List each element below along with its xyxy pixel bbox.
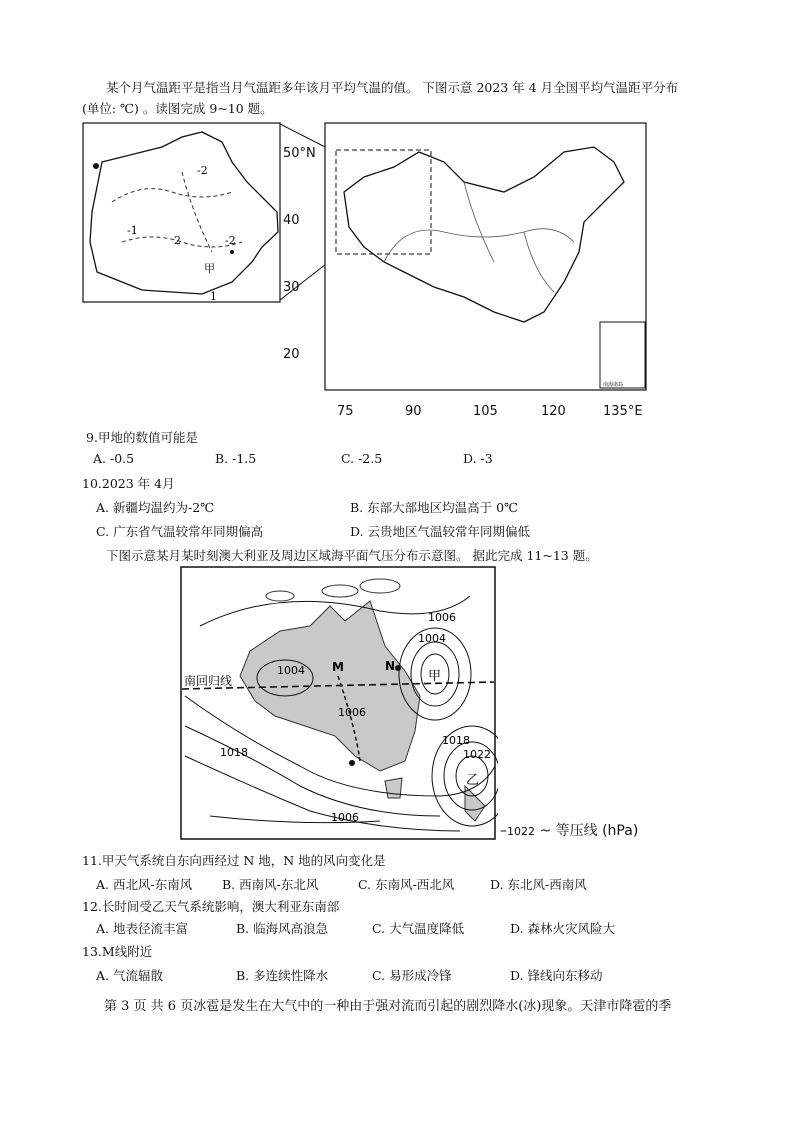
q9-option-a: A. -0.5 bbox=[93, 451, 135, 466]
question-12-stem: 12.长时间受乙天气系统影响，澳大利亚东南部 bbox=[82, 899, 340, 914]
q11-option-a: A. 西北风-东南风 bbox=[96, 877, 193, 892]
q11-option-d: D. 东北风-西南风 bbox=[490, 877, 587, 892]
isobar-label: 1006 bbox=[338, 706, 366, 719]
inset-label-jia: 甲 bbox=[204, 262, 215, 275]
south-sea-label: 南海诸岛 bbox=[603, 382, 624, 388]
inset-map bbox=[82, 122, 282, 304]
lon-label: 120 bbox=[541, 404, 566, 419]
q13-option-d: D. 锋线向东移动 bbox=[510, 968, 603, 983]
australia-isobar-map bbox=[180, 566, 498, 842]
inset-label: 1 bbox=[210, 290, 217, 303]
q13-option-a: A. 气流辐散 bbox=[96, 968, 163, 983]
lat-label: 40 bbox=[283, 213, 300, 228]
q12-option-d: D. 森林火灾风险大 bbox=[510, 921, 616, 936]
inset-label: 2 bbox=[174, 234, 181, 247]
q9-option-c: C. -2.5 bbox=[341, 451, 383, 466]
q12-option-c: C. 大气温度降低 bbox=[372, 921, 465, 936]
lon-label: 105 bbox=[473, 404, 498, 419]
lat-label: 30 bbox=[283, 280, 300, 295]
inset-label: -1 bbox=[127, 224, 138, 237]
q12-option-a: A. 地表径流丰富 bbox=[96, 921, 188, 936]
q11-option-c: C. 东南风-西北风 bbox=[358, 877, 455, 892]
question-9-stem: 9.甲地的数值可能是 bbox=[86, 430, 198, 445]
q13-option-b: B. 多连续性降水 bbox=[236, 968, 329, 983]
intro-2: 下图示意某月某时刻澳大利亚及周边区域海平面气压分布示意图。 据此完成 11~13 题。 bbox=[106, 548, 598, 563]
lat-label: 50°N bbox=[283, 146, 316, 161]
intro-line-1: 某个月气温距平是指当月气温距多年该月平均气温的值。 下图示意 2023 年 4 月全国平均气温距平分布 bbox=[106, 80, 679, 95]
q9-option-b: B. -1.5 bbox=[215, 451, 257, 466]
isobar-label: 1004 bbox=[277, 664, 305, 677]
q10-option-c: C. 广东省气温较常年同期偏高 bbox=[96, 524, 264, 539]
q13-option-c: C. 易形成冷锋 bbox=[372, 968, 452, 983]
question-11-stem: 11.甲天气系统自东向西经过 N 地，N 地的风向变化是 bbox=[82, 853, 386, 868]
q12-option-b: B. 临海风高浪急 bbox=[236, 921, 329, 936]
point-jia: 甲 bbox=[428, 669, 442, 684]
point-n: N bbox=[385, 659, 396, 673]
lon-label: 75 bbox=[337, 404, 354, 419]
legend: –1022 ~ 等压线 (hPa) bbox=[500, 823, 639, 839]
lat-label: 20 bbox=[283, 347, 300, 362]
tropic-label: 南回归线 bbox=[184, 674, 233, 688]
isobar-label: 1018 bbox=[220, 746, 248, 759]
lon-label: 135°E bbox=[603, 404, 643, 419]
isobar-label: 1004 bbox=[418, 632, 446, 645]
china-map bbox=[324, 122, 648, 392]
inset-label: -2 bbox=[225, 234, 236, 247]
point-m: M bbox=[332, 660, 344, 674]
lon-label: 90 bbox=[405, 404, 422, 419]
q9-option-d: D. -3 bbox=[463, 451, 493, 466]
q11-option-b: B. 西南风-东北风 bbox=[222, 877, 319, 892]
question-10-stem: 10.2023 年 4月 bbox=[82, 476, 175, 491]
inset-label: -2 bbox=[197, 164, 208, 177]
isobar-label: 1006 bbox=[428, 611, 456, 624]
isobar-label: 1006 bbox=[331, 811, 359, 824]
intro-line-2: (单位: ℃) 。读图完成 9~10 题。 bbox=[82, 101, 273, 116]
isobar-label: 1018 bbox=[442, 734, 470, 747]
question-13-stem: 13.M线附近 bbox=[82, 944, 153, 959]
isobar-label: 1022 bbox=[463, 748, 491, 761]
q10-option-b: B. 东部大部地区均温高于 0℃ bbox=[350, 500, 519, 515]
south-sea-inset bbox=[600, 322, 645, 388]
footer-text: 第 3 页 共 6 页冰雹是发生在大气中的一种由于强对流而引起的剧烈降水(冰)现象。天津市降雹的季 bbox=[104, 999, 672, 1014]
point-yi: 乙 bbox=[466, 773, 480, 788]
q10-option-a: A. 新疆均温约为-2℃ bbox=[96, 500, 215, 515]
q10-option-d: D. 云贵地区气温较常年同期偏低 bbox=[350, 524, 531, 539]
